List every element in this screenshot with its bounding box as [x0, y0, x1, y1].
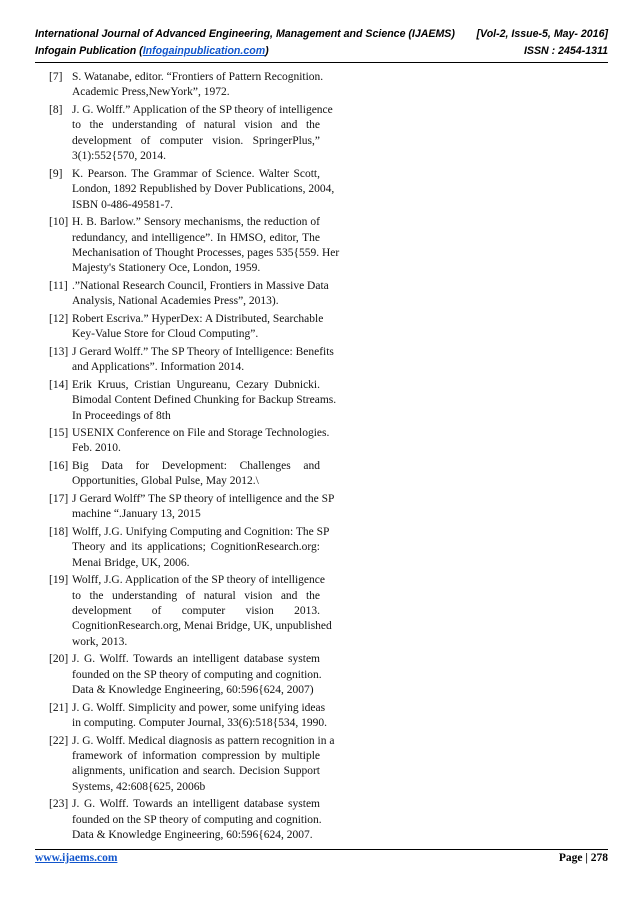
publisher-name — [35, 45, 269, 57]
reference-number: [14] — [49, 378, 69, 391]
reference-line: founded on the SP theory of computing and cognition. — [72, 668, 322, 681]
reference-number: [12] — [49, 312, 69, 325]
volume-issue: [Vol-2, Issue-5, May- 2016] — [476, 28, 608, 40]
reference-line: .”National Research Council, Frontiers in Massive Data — [72, 279, 329, 292]
reference-item — [49, 573, 332, 650]
reference-item — [49, 525, 330, 571]
reference-number: [18] — [49, 525, 69, 538]
reference-line: Key-Value Store for Cloud Computing”. — [72, 328, 259, 341]
reference-item — [49, 215, 340, 277]
reference-line: framework of information compression by multiple — [72, 750, 320, 763]
reference-item — [49, 492, 335, 523]
reference-line: development of computer vision 2013. — [72, 604, 320, 617]
publisher-prefix: Infogain Publication ( — [35, 45, 143, 57]
reference-number: [22] — [49, 734, 69, 747]
reference-line: Theory and its applications; CognitionResearch.org: — [72, 541, 320, 554]
reference-line: Mechanisation of Thought Processes, pages 535{559. Her — [72, 246, 340, 259]
reference-line: Feb. 2010. — [72, 442, 121, 455]
reference-line: CognitionResearch.org, Menai Bridge, UK, unpublished — [72, 620, 332, 633]
reference-line: J. G. Wolff. Simplicity and power, some unifying ideas — [72, 701, 326, 714]
reference-number: [7] — [49, 71, 63, 83]
reference-number: [23] — [49, 798, 69, 811]
reference-line: Systems, 42:608{625, 2006b — [72, 780, 206, 793]
reference-line: Bimodal Content Defined Chunking for Backup Streams. — [72, 394, 337, 407]
reference-line: Erik Kruus, Cristian Ungureanu, Cezary Dubnicki. — [72, 378, 320, 391]
reference-number: [11] — [49, 279, 68, 292]
reference-item — [49, 426, 330, 457]
reference-line: J. G. Wolff. Towards an intelligent database system — [72, 798, 320, 811]
reference-line: Data & Knowledge Engineering, 60:596{624, 2007) — [72, 684, 314, 697]
website-link[interactable]: www.ijaems.com — [35, 852, 118, 864]
reference-number: [21] — [49, 701, 69, 714]
reference-item — [49, 652, 322, 698]
reference-line: to the understanding of natural vision and the — [72, 589, 320, 602]
reference-item — [49, 70, 324, 101]
reference-line: Data & Knowledge Engineering, 60:596{624, 2007. — [72, 829, 313, 842]
reference-line: and Applications”. Information 2014. — [72, 361, 245, 374]
publisher-suffix: ) — [265, 45, 269, 57]
reference-item — [49, 279, 329, 310]
reference-line: ISBN 0-486-49581-7. — [72, 198, 173, 211]
reference-line: Academic Press,NewYork”, 1972. — [72, 86, 230, 99]
reference-line: Big Data for Development: Challenges and — [72, 459, 320, 472]
publisher-link[interactable]: Infogainpublication.com — [142, 45, 266, 57]
issn: ISSN : 2454-1311 — [523, 45, 608, 57]
reference-line: S. Watanabe, editor. “Frontiers of Pattern Recognition. — [72, 71, 324, 83]
reference-line: work, 2013. — [72, 635, 128, 648]
reference-line: H. B. Barlow.” Sensory mechanisms, the reduction of — [72, 216, 320, 229]
reference-item — [49, 345, 334, 376]
reference-line: Robert Escriva.” HyperDex: A Distributed, Searchable — [72, 312, 324, 325]
reference-line: in computing. Computer Journal, 33(6):518{534, 1990. — [72, 717, 327, 730]
reference-item — [49, 312, 324, 343]
reference-line: alignments, unification and search. Decision Support — [72, 765, 320, 778]
reference-number: [13] — [49, 345, 69, 358]
reference-line: In Proceedings of 8th — [72, 409, 171, 422]
reference-number: [19] — [49, 574, 69, 587]
reference-line: J Gerard Wolff” The SP theory of intelligence and the SP — [72, 492, 335, 505]
reference-number: [20] — [49, 653, 69, 666]
reference-item — [49, 734, 335, 796]
footer-divider — [35, 849, 608, 850]
reference-line: Wolff, J.G. Application of the SP theory of intelligence — [72, 574, 325, 587]
journal-title: International Journal of Advanced Engineering, Management and Science (IJAEMS) — [35, 28, 455, 40]
reference-number: [15] — [49, 426, 69, 439]
reference-line: to the understanding of natural vision and the — [72, 119, 320, 132]
reference-number: [10] — [49, 216, 69, 229]
header-divider — [35, 62, 608, 63]
reference-line: 3(1):552{570, 2014. — [72, 150, 166, 163]
reference-number: [8] — [49, 103, 63, 116]
reference-line: Wolff, J.G. Unifying Computing and Cognition: The SP — [72, 525, 330, 538]
reference-line: K. Pearson. The Grammar of Science. Walter Scott, — [72, 167, 320, 180]
reference-line: redundancy, and intelligence”. In HMSO, editor, The — [72, 231, 320, 244]
reference-line: Opportunities, Global Pulse, May 2012.\ — [72, 475, 259, 488]
reference-line: J. G. Wolff.” Application of the SP theory of intelligence — [72, 103, 333, 116]
reference-line: J. G. Wolff. Medical diagnosis as pattern recognition in a — [72, 734, 335, 747]
reference-line: J Gerard Wolff.” The SP Theory of Intelligence: Benefits — [72, 345, 334, 358]
reference-line: founded on the SP theory of computing and cognition. — [72, 813, 322, 826]
reference-number: [17] — [49, 492, 69, 505]
page-number: Page | 278 — [558, 852, 608, 864]
reference-item — [49, 378, 337, 424]
reference-item — [49, 701, 327, 732]
reference-line: Analysis, National Academies Press”, 2013). — [72, 295, 279, 308]
reference-item — [49, 459, 320, 490]
reference-line: machine “.January 13, 2015 — [72, 508, 201, 521]
reference-line: Menai Bridge, UK, 2006. — [72, 556, 190, 569]
reference-line: London, 1892 Republished by Dover Publications, 2004, — [72, 183, 335, 196]
reference-number: [16] — [49, 459, 69, 472]
reference-line: Majesty's Stationery Oce, London, 1959. — [72, 262, 261, 275]
reference-line: USENIX Conference on File and Storage Technologies. — [72, 426, 330, 439]
reference-item — [49, 103, 333, 165]
reference-list — [49, 70, 340, 846]
reference-item — [49, 797, 322, 843]
reference-number: [9] — [49, 167, 63, 180]
reference-line: J. G. Wolff. Towards an intelligent database system — [72, 653, 320, 666]
reference-item — [49, 167, 335, 213]
reference-line: development of computer vision. SpringerPlus,” — [72, 134, 320, 147]
